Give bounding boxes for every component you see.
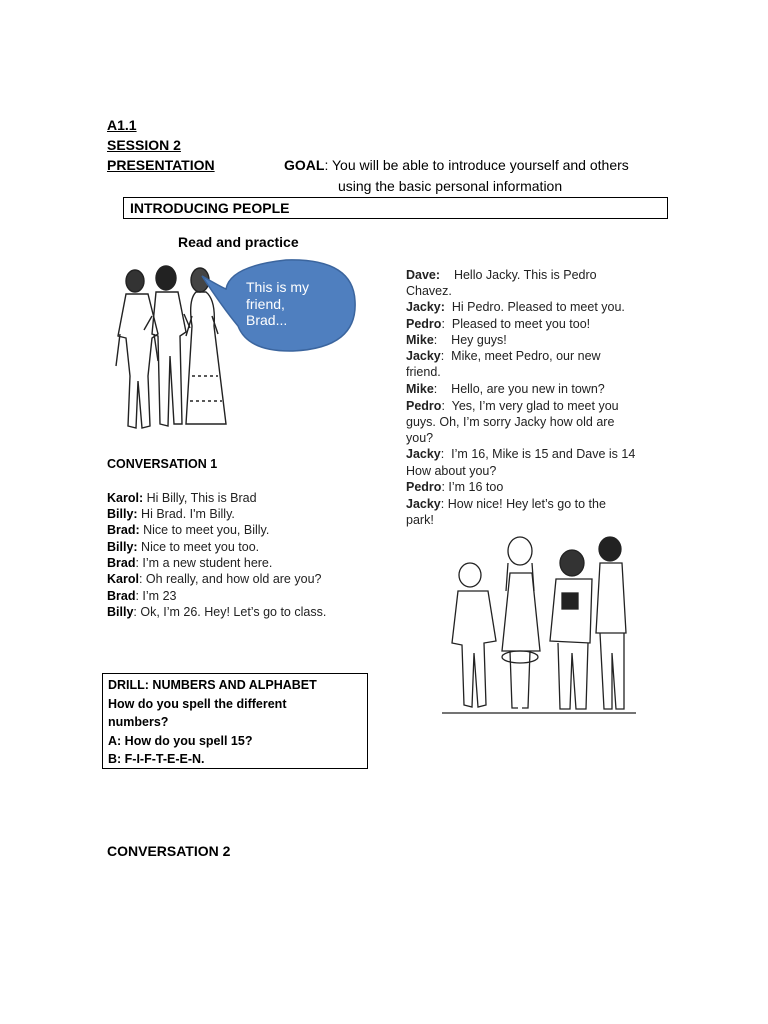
utterance: : Yes, I’m very glad to meet you (441, 399, 619, 413)
conv2-line (406, 267, 597, 283)
bubble-line-1: This is my (246, 279, 309, 295)
conv2-line (406, 430, 433, 446)
utterance: you? (406, 431, 434, 445)
utterance: : Pleased to meet you too! (441, 317, 591, 331)
utterance: : Ok, I’m 26. Hey! Let’s go to class. (133, 605, 327, 619)
speaker: Karol: (107, 491, 144, 505)
utterance: friend. (406, 365, 441, 379)
conv1-line (107, 588, 176, 604)
presentation-label: PRESENTATION (107, 157, 215, 173)
instruction: Read and practice (178, 234, 299, 250)
conv2-line (406, 381, 605, 397)
conv2-line (406, 512, 434, 528)
conv1-line (107, 539, 259, 555)
drill-question: How do you spell the different (108, 696, 287, 711)
speaker: Billy (107, 605, 134, 619)
session-label: SESSION 2 (107, 137, 181, 153)
speaker: Dave: (406, 268, 441, 282)
conversation-2-title: CONVERSATION 2 (107, 843, 231, 859)
speaker: Jacky (406, 447, 441, 461)
conv2-line (406, 348, 601, 364)
bubble-line-2: friend, (246, 295, 285, 312)
utterance: : How nice! Hey let’s go to the (440, 497, 606, 511)
utterance: Chavez. (406, 284, 452, 298)
speaker: Jacky (406, 349, 441, 363)
drill-example-a: A: How do you spell 15? (108, 733, 253, 748)
goal-line-2: using the basic personal information (338, 178, 563, 194)
utterance: : I’m 23 (135, 589, 177, 603)
conv2-line (406, 283, 452, 299)
conv1-line (107, 490, 257, 506)
conv2-line (406, 496, 606, 512)
goal-label: GOAL (284, 157, 325, 173)
speaker: Brad (107, 556, 136, 570)
speech-bubble-text (246, 279, 309, 329)
bubble-line-3: Brad... (246, 312, 288, 328)
speaker: Brad: (107, 523, 140, 537)
speaker: Jacky: (406, 300, 445, 314)
speaker: Pedro (406, 317, 442, 331)
conv1-line (107, 604, 326, 620)
conv1-line (107, 506, 235, 522)
utterance: : I’m a new student here. (135, 556, 273, 570)
conv1-line (107, 571, 321, 587)
utterance: park! (406, 513, 434, 527)
kids-circle-illustration (440, 533, 640, 718)
conv1-line (107, 522, 269, 538)
conv2-line (406, 364, 441, 380)
goal-text: : You will be able to introduce yourself and others (324, 157, 629, 173)
drill-question-cont: numbers? (108, 715, 169, 729)
conv2-line (406, 414, 614, 430)
utterance: : Hey guys! (433, 333, 507, 347)
speaker: Mike (406, 333, 434, 347)
speaker: Karol (107, 572, 139, 586)
speaker: Pedro (406, 480, 442, 494)
utterance: Hi Billy, This is Brad (143, 491, 257, 505)
utterance: Hello Jacky. This is Pedro (440, 268, 597, 282)
utterance: : I’m 16 too (441, 480, 504, 494)
utterance: : Oh really, and how old are you? (138, 572, 322, 586)
section-title: INTRODUCING PEOPLE (130, 200, 290, 216)
drill-title: DRILL: NUMBERS AND ALPHABET (108, 678, 317, 692)
goal-line-1 (284, 157, 629, 173)
utterance: : Mike, meet Pedro, our new (440, 349, 601, 363)
speaker: Pedro (406, 399, 442, 413)
drill-box (102, 673, 368, 769)
utterance: : I’m 16, Mike is 15 and Dave is 14 (440, 447, 636, 461)
section-title-box (123, 197, 668, 219)
conv2-line (406, 479, 503, 495)
utterance: How about you? (406, 464, 497, 478)
conv2-line (406, 332, 507, 348)
conversation-1-title: CONVERSATION 1 (107, 457, 218, 471)
speaker: Brad (107, 589, 136, 603)
conv2-line (406, 398, 619, 414)
drill-example-b: B: F-I-F-T-E-E-N. (108, 752, 205, 766)
utterance: Hi Brad. I'm Billy. (137, 507, 235, 521)
speaker: Jacky (406, 497, 441, 511)
conv2-line (406, 316, 590, 332)
conv2-line (406, 299, 625, 315)
conv2-line (406, 446, 635, 462)
level-label: A1.1 (107, 117, 137, 133)
utterance: Hi Pedro. Pleased to meet you. (444, 300, 625, 314)
utterance: Nice to meet you too. (137, 540, 260, 554)
utterance: Nice to meet you, Billy. (139, 523, 270, 537)
speaker: Billy: (107, 540, 138, 554)
utterance: : Hello, are you new in town? (433, 382, 605, 396)
speaker: Mike (406, 382, 434, 396)
utterance: guys. Oh, I’m sorry Jacky how old are (406, 415, 615, 429)
people-talking-illustration (108, 256, 363, 441)
speaker: Billy: (107, 507, 138, 521)
conv1-line (107, 555, 272, 571)
conv2-line (406, 463, 496, 479)
